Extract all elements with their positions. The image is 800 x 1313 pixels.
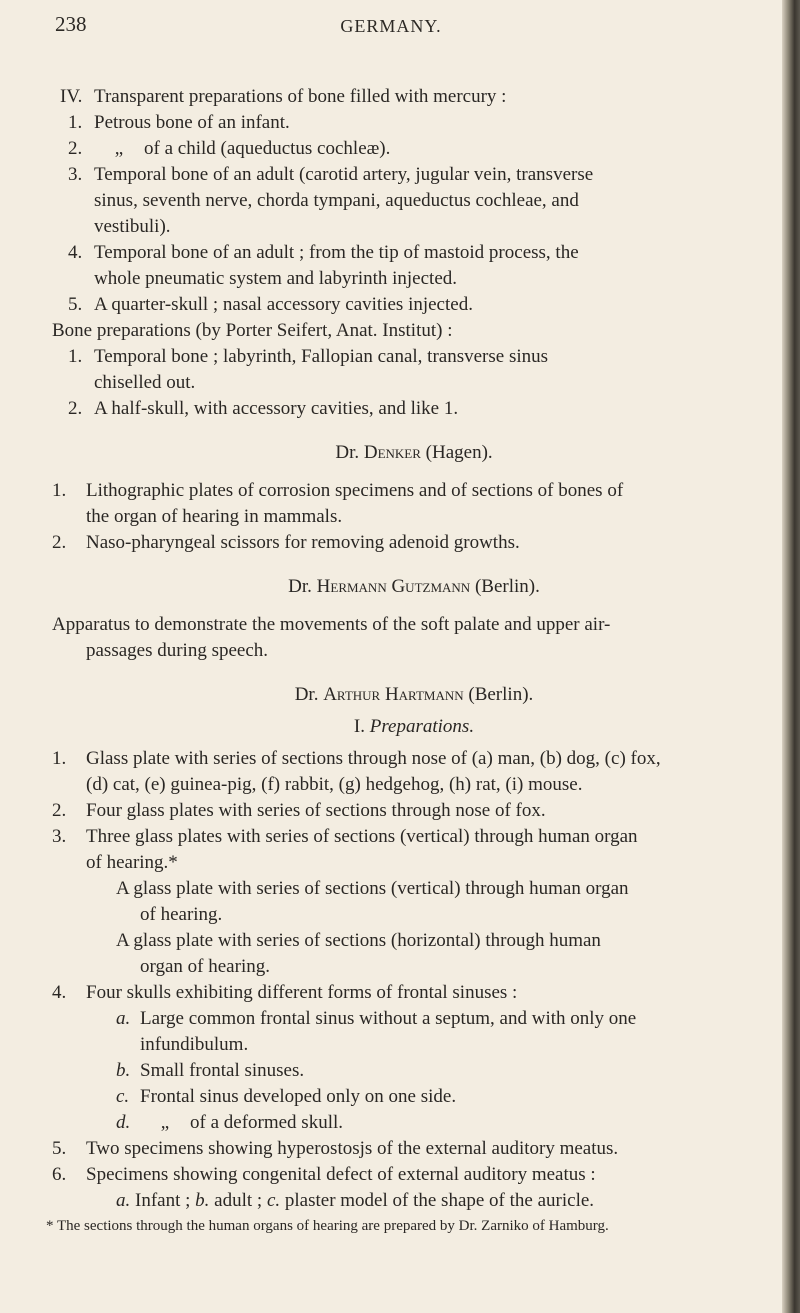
sub-item: a. Large common frontal sinus without a septum, and with only one — [116, 1008, 637, 1029]
sub-item-continued: organ of hearing. — [140, 956, 270, 977]
sub-item-continued: infundibulum. — [140, 1034, 249, 1055]
sub-item: A glass plate with series of sections (vertical) through human organ — [116, 878, 629, 899]
sub-item: a. Infant ; b. adult ; c. plaster model of the shape of the auricle. — [116, 1190, 595, 1211]
footnote: * The sections through the human organs of hearing are prepared by Dr. Zarniko of Hamburg. — [46, 1218, 609, 1234]
list-item: 4. Temporal bone of an adult ; from the tip of mastoid process, the — [68, 242, 579, 263]
sub-item-continued: of hearing. — [140, 904, 223, 925]
footnote-mark: * — [46, 1218, 57, 1234]
ditto-mark: „ — [160, 1112, 170, 1133]
list-item: 3. Temporal bone of an adult (carotid artery, jugular vein, transverse — [68, 164, 594, 185]
paragraph-line: passages during speech. — [86, 640, 269, 661]
list-item: 1. Petrous bone of an infant. — [68, 112, 290, 133]
subheading-preparations: I. Preparations. — [353, 716, 475, 737]
sub-item: c. Frontal sinus developed only on one side. — [116, 1086, 457, 1107]
list-item-continued: of hearing.* — [86, 852, 178, 873]
ditto-mark: „ — [114, 138, 124, 159]
page-edge-shadow — [782, 0, 800, 1313]
list-item: 3. Three glass plates with series of sections (vertical) through human organ — [52, 826, 638, 847]
list-item: 6. Specimens showing congenital defect of external auditory meatus : — [52, 1164, 596, 1185]
list-item: 2. A half-skull, with accessory cavities, and like 1. — [68, 398, 459, 419]
list-item: 5. A quarter-skull ; nasal accessory cavities injected. — [68, 294, 473, 315]
exhibitor-heading-gutzmann: Dr. Hermann Gutzmann (Berlin). — [288, 576, 540, 597]
exhibitor-heading-denker: Dr. Denker (Hagen). — [335, 442, 493, 463]
list-item: 2. Naso-pharyngeal scissors for removing adenoid growths. — [52, 532, 520, 553]
page-number: 238 — [55, 12, 87, 36]
sub-item: b. Small frontal sinuses. — [116, 1060, 305, 1081]
section-label: IV. — [60, 86, 83, 107]
paragraph-line: Apparatus to demonstrate the movements of the soft palate and upper air- — [52, 614, 611, 635]
list-item-continued: sinus, seventh nerve, chorda tympani, aqueductus cochleae, and — [94, 190, 579, 211]
list-item-continued: (d) cat, (e) guinea-pig, (f) rabbit, (g) hedgehog, (h) rat, (i) mouse. — [86, 774, 583, 795]
running-head: GERMANY. — [340, 16, 442, 36]
list-item-continued: chiselled out. — [94, 372, 196, 393]
list-item: 5. Two specimens showing hyperostosjs of the external auditory meatus. — [52, 1138, 619, 1159]
bone-preparations-title: Bone preparations (by Porter Seifert, Anat. Institut) : — [52, 320, 453, 341]
list-item: 1. Glass plate with series of sections through nose of (a) man, (b) dog, (c) fox, — [52, 748, 661, 769]
section-iv-title: IV. Transparent preparations of bone filled with mercury : — [60, 84, 768, 110]
list-item: 4. Four skulls exhibiting different forms of frontal sinuses : — [52, 982, 518, 1003]
page-body — [46, 84, 768, 1236]
list-item: 1. Lithographic plates of corrosion specimens and of sections of bones of — [52, 480, 624, 501]
list-item: 2. Four glass plates with series of sections through nose of fox. — [52, 800, 546, 821]
list-item-continued: the organ of hearing in mammals. — [86, 506, 343, 527]
sub-item: d. „ of a deformed skull. — [60, 1110, 768, 1136]
list-item: 2. „ of a child (aqueductus cochleæ). — [60, 136, 768, 162]
sub-item: A glass plate with series of sections (horizontal) through human — [116, 930, 601, 951]
list-item-continued: vestibuli). — [94, 216, 171, 237]
list-item: 1. Temporal bone ; labyrinth, Fallopian canal, transverse sinus — [68, 346, 549, 367]
exhibitor-heading-hartmann: Dr. Arthur Hartmann (Berlin). — [294, 684, 534, 705]
list-item-continued: whole pneumatic system and labyrinth injected. — [94, 268, 458, 289]
